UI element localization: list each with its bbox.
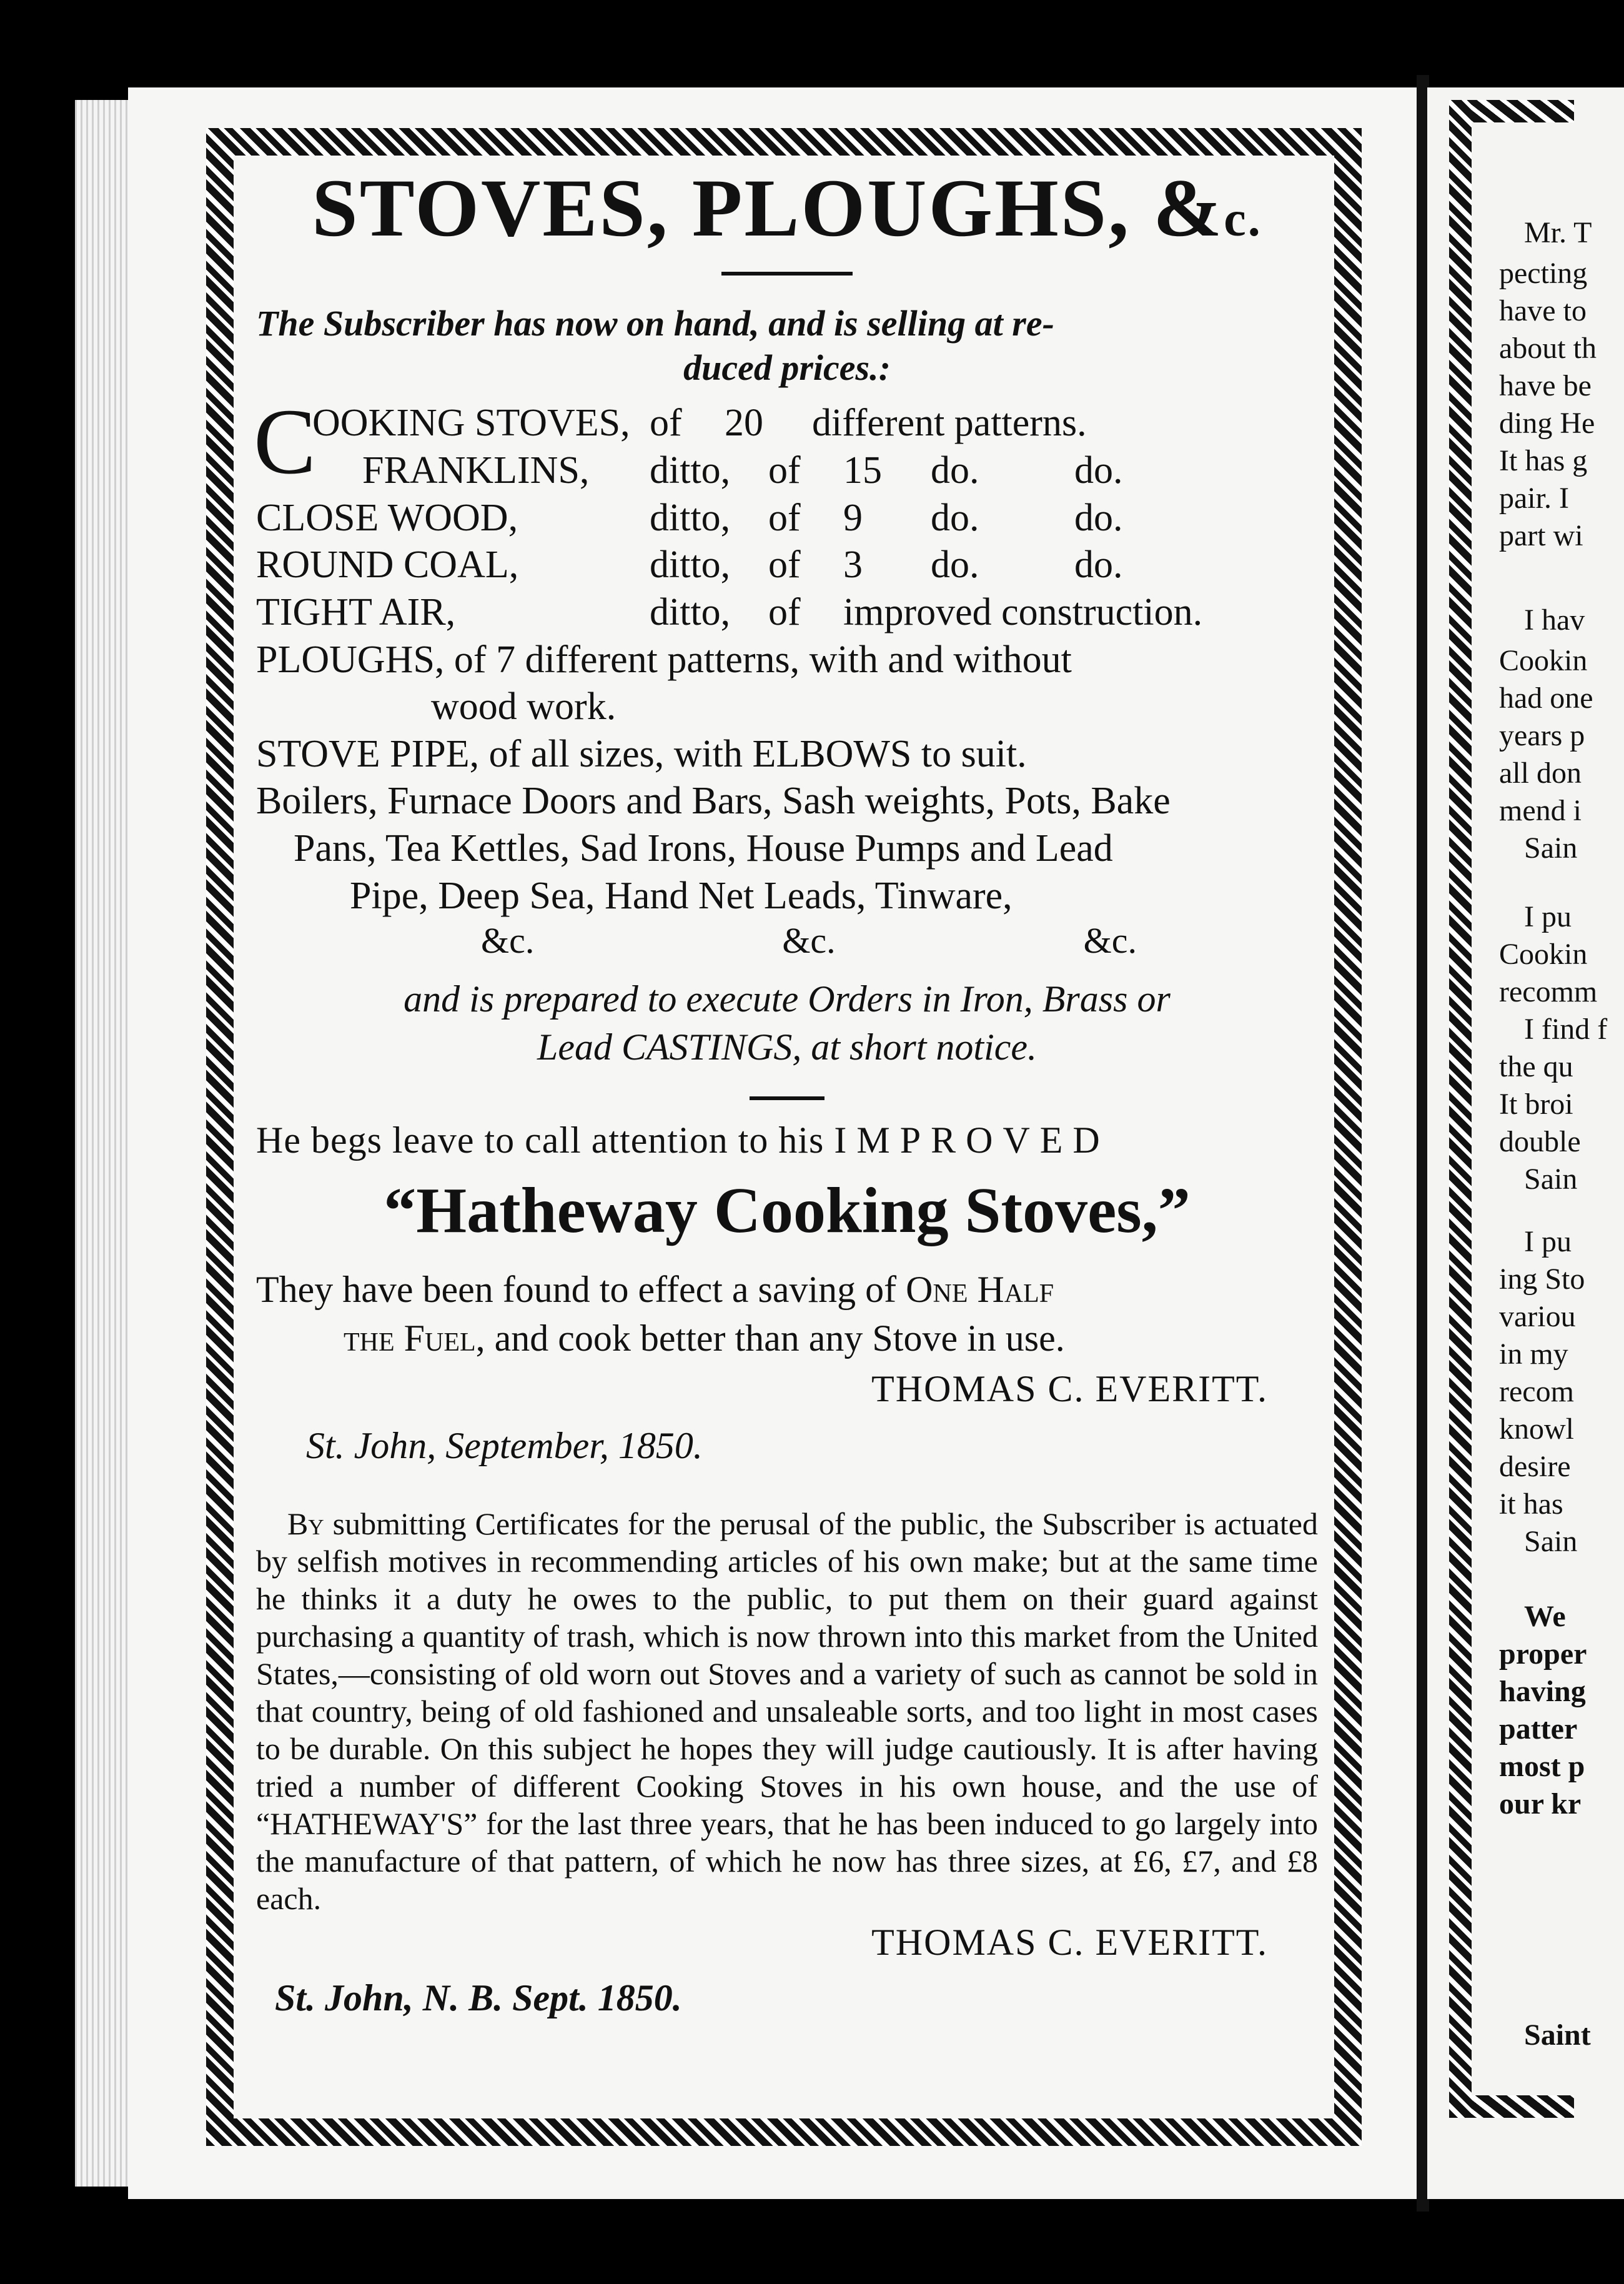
right-page-line: variou <box>1499 1300 1576 1333</box>
right-page-line: in my <box>1499 1338 1568 1371</box>
divider-rule-2 <box>750 1096 824 1100</box>
right-page-line: I find f <box>1524 1013 1608 1046</box>
hatheway-title: “Hatheway Cooking Stoves,” <box>384 1174 1191 1246</box>
signature-2: THOMAS C. EVERITT. <box>871 1921 1268 1963</box>
right-page-line: our kr <box>1499 1787 1582 1820</box>
etc-row: &c. &c. &c. <box>481 920 1137 961</box>
right-page-line: have be <box>1499 369 1592 402</box>
advertisement <box>256 162 1318 2020</box>
right-page-line: part wi <box>1499 519 1583 552</box>
stove-row: ROUND COAL, ditto, of 3 do. do. <box>256 544 1123 587</box>
attention-line: He begs leave to call attention to his IMPROVED <box>256 1119 1110 1161</box>
right-page-line: mend i <box>1499 794 1582 827</box>
headline: STOVES, PLOUGHS, &c. <box>312 162 1262 254</box>
right-page-line: all don <box>1499 757 1582 790</box>
right-page-line: about th <box>1499 332 1597 365</box>
divider-rule <box>721 272 853 276</box>
right-page-line: Cookin <box>1499 644 1588 677</box>
right-page-line: I pu <box>1524 900 1572 933</box>
right-page-line: had one <box>1499 682 1593 715</box>
right-page-line: proper <box>1499 1637 1587 1671</box>
drop-cap: C <box>254 390 317 494</box>
right-page-line: years p <box>1499 719 1585 752</box>
stove-row: OOKING STOVES, of 20 different patterns. <box>312 402 1087 445</box>
ploughs-line: PLOUGHS, of 7 different patterns, with and without <box>256 638 1072 681</box>
right-page-line: have to <box>1499 294 1587 327</box>
stove-row: FRANKLINS, ditto, of 15 do. do. <box>362 449 1123 492</box>
boilers-line-3: Pipe, Deep Sea, Hand Net Leads, Tinware, <box>350 874 1013 917</box>
right-page-line: ing Sto <box>1499 1263 1585 1296</box>
stove-pipe-line: STOVE PIPE, of all sizes, with ELBOWS to suit. <box>256 732 1027 775</box>
lead-text-cont: duced prices.: <box>683 347 891 389</box>
right-page-line: patter <box>1499 1712 1578 1745</box>
dateline-2: St. John, N. B. Sept. 1850. <box>275 1977 682 2018</box>
stove-list <box>254 390 1318 636</box>
right-page-line: recom <box>1499 1375 1574 1408</box>
right-page-line: Cookin <box>1499 938 1588 971</box>
orders-cont: Lead CASTINGS, at short notice. <box>537 1026 1037 1068</box>
right-page-line: it has <box>1499 1487 1563 1521</box>
right-page-line: most p <box>1499 1750 1585 1783</box>
right-page-line: double <box>1499 1125 1581 1158</box>
dateline: St. John, September, 1850. <box>306 1424 703 1466</box>
right-page-line: knowl <box>1499 1413 1574 1446</box>
right-page-line: Sain <box>1524 1525 1578 1558</box>
orders-line: and is prepared to execute Orders in Iron, Brass or <box>404 978 1171 1020</box>
stove-row: TIGHT AIR, ditto, of improved construction. <box>256 590 1203 633</box>
signature: THOMAS C. EVERITT. <box>871 1368 1268 1409</box>
right-page-line: pair. I <box>1499 482 1569 515</box>
stove-row: CLOSE WOOD, ditto, of 9 do. do. <box>256 496 1123 539</box>
boilers-line: Boilers, Furnace Doors and Bars, Sash weights, Pots, Bake <box>256 780 1171 823</box>
right-page-line: We <box>1524 1600 1566 1633</box>
right-page-line: recomm <box>1499 975 1598 1008</box>
right-page-line: I hav <box>1524 603 1585 637</box>
boilers-line-2: Pans, Tea Kettles, Sad Irons, House Pumps and Lead <box>294 827 1113 870</box>
right-page-line: desire <box>1499 1450 1571 1483</box>
found-line-2: the Fuel, and cook better than any Stove in use. <box>344 1317 1065 1359</box>
right-page-line: ding He <box>1499 407 1595 440</box>
right-page-line: It broi <box>1499 1088 1573 1121</box>
lead-text: The Subscriber has now on hand, and is selling at re- <box>256 303 1054 344</box>
right-page-line: Saint <box>1524 2018 1591 2052</box>
right-page-line: Mr. T <box>1524 216 1592 249</box>
right-page-line: Sain <box>1524 832 1578 865</box>
right-page-line: pecting <box>1499 257 1588 290</box>
certificate-paragraph: By submitting Certificates for the perusal of the public, the Subscriber is actuated by selfish motives in recommending articles of his own make; but at the same time he thinks it a duty he owes to the public, to put them on their guard against purchasing a quantity of trash, which is now thrown into this market from the United States,—consisting of old worn out Stoves and a variety of such as cannot be sold in that country, being of old fashioned and unsaleable sorts, and too light in most cases to be durable. On this subject he hopes they will judge cautiously. It is after having tried a number of different Cooking Stoves in his own house, and the use of “HATHEWAY'S” for the last three years, that he has been induced to go largely into the manufacture of that pattern, of which he now has three sizes, at £6, £7, and £8 each. <box>256 1506 1318 1916</box>
right-page-line: It has g <box>1499 444 1588 477</box>
right-page-line: I pu <box>1524 1225 1572 1258</box>
right-page-line: Sain <box>1524 1163 1578 1196</box>
ploughs-cont: wood work. <box>431 685 616 728</box>
right-page-line: the qu <box>1499 1050 1573 1083</box>
found-line: They have been found to effect a saving of One Half <box>256 1268 1054 1310</box>
right-page-line: having <box>1499 1675 1586 1708</box>
